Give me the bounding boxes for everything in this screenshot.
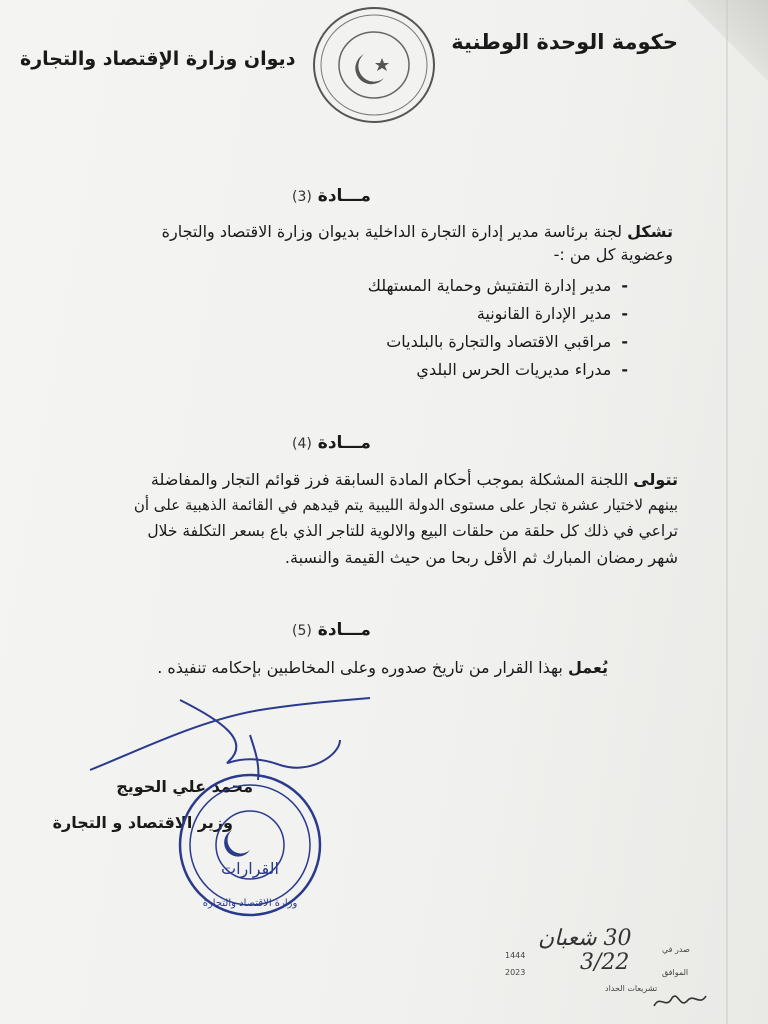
article-3-heading xyxy=(292,186,371,206)
article-number: (4) xyxy=(292,436,312,452)
hijri-year: 1444 xyxy=(505,951,526,960)
stamp-ring-text: وزارة الاقتصاد والتجارة xyxy=(202,898,298,909)
gregorian-year: 2023 xyxy=(505,968,526,977)
article-label: مـــادة xyxy=(317,186,371,206)
initials-scribble xyxy=(650,988,710,1014)
member-label: مدراء مديريات الحرس البلدي xyxy=(416,360,612,379)
member-item: - مراقبي الاقتصاد والتجارة بالبلديات xyxy=(386,332,628,351)
ministry-name: ديوان وزارة الإقتصاد والتجارة xyxy=(20,48,296,70)
member-item: - مدير إدارة التفتيش وحماية المستهلك xyxy=(367,276,628,295)
article-4-lead: تتولى xyxy=(633,470,678,489)
stamp-center-text: القرارات xyxy=(221,859,279,878)
national-emblem-seal xyxy=(310,4,438,126)
paper-edge xyxy=(726,0,728,1024)
article-number: (3) xyxy=(292,189,312,205)
article-label: مـــادة xyxy=(317,433,371,453)
hijri-handwritten-date: 30 شعبان xyxy=(538,926,632,951)
member-label: مدير الإدارة القانونية xyxy=(476,304,612,323)
article-3-text: لجنة برئاسة مدير إدارة التجارة الداخلية بديوان وزارة الاقتصاد والتجارة xyxy=(161,222,623,241)
article-3-line-1 xyxy=(162,220,673,243)
article-5-text: بهذا القرار من تاريخ صدوره وعلى المخاطبين بإحكامه تنفيذه . xyxy=(157,658,563,677)
article-4-line-4: شهر رمضان المبارك ثم الأقل ربحا من حيث القيمة والنسبة. xyxy=(284,548,678,567)
member-item: - مدراء مديريات الحرس البلدي xyxy=(416,360,628,379)
minister-name: محمد علي الحويج xyxy=(116,777,253,796)
folded-corner xyxy=(678,0,768,110)
corresponding-label: الموافق xyxy=(662,968,689,977)
article-label: مـــادة xyxy=(317,620,371,640)
article-5-heading xyxy=(292,620,371,640)
member-item: - مدير الإدارة القانونية xyxy=(476,304,628,323)
article-3-lead: تشكل xyxy=(627,222,673,241)
article-4-line-2: بينهم لاختيار عشرة تجار على مستوى الدولة الليبية يتم قيدهم في القائمة الذهبية على أن xyxy=(133,496,678,514)
gregorian-handwritten-date: 3/22 xyxy=(580,950,630,975)
official-stamp xyxy=(170,770,330,920)
article-number: (5) xyxy=(292,623,312,639)
article-4-heading xyxy=(292,433,371,453)
member-label: مراقبي الاقتصاد والتجارة بالبلديات xyxy=(386,332,612,351)
issued-label: صدر في xyxy=(662,945,690,954)
article-4-text: اللجنة المشكلة بموجب أحكام المادة السابقة فرز قوائم التجار والمفاضلة xyxy=(150,470,629,489)
member-label: مدير إدارة التفتيش وحماية المستهلك xyxy=(367,276,612,295)
minister-title: وزير الاقتصاد و التجارة xyxy=(52,813,233,832)
article-4-line-1 xyxy=(151,468,678,491)
article-4-line-3: تراعي في ذلك كل حلقة من حلقات البيع والالوية للتاجر الذي باع بسعر التكلفة خلال xyxy=(147,522,678,540)
article-5-line xyxy=(157,656,608,679)
checked-by-label: تشريعات الحداد xyxy=(605,984,658,993)
article-5-lead: يُعمل xyxy=(567,658,608,677)
article-3-line-2: وعضوية كل من :- xyxy=(553,245,673,264)
government-name: حكومة الوحدة الوطنية xyxy=(451,30,678,54)
